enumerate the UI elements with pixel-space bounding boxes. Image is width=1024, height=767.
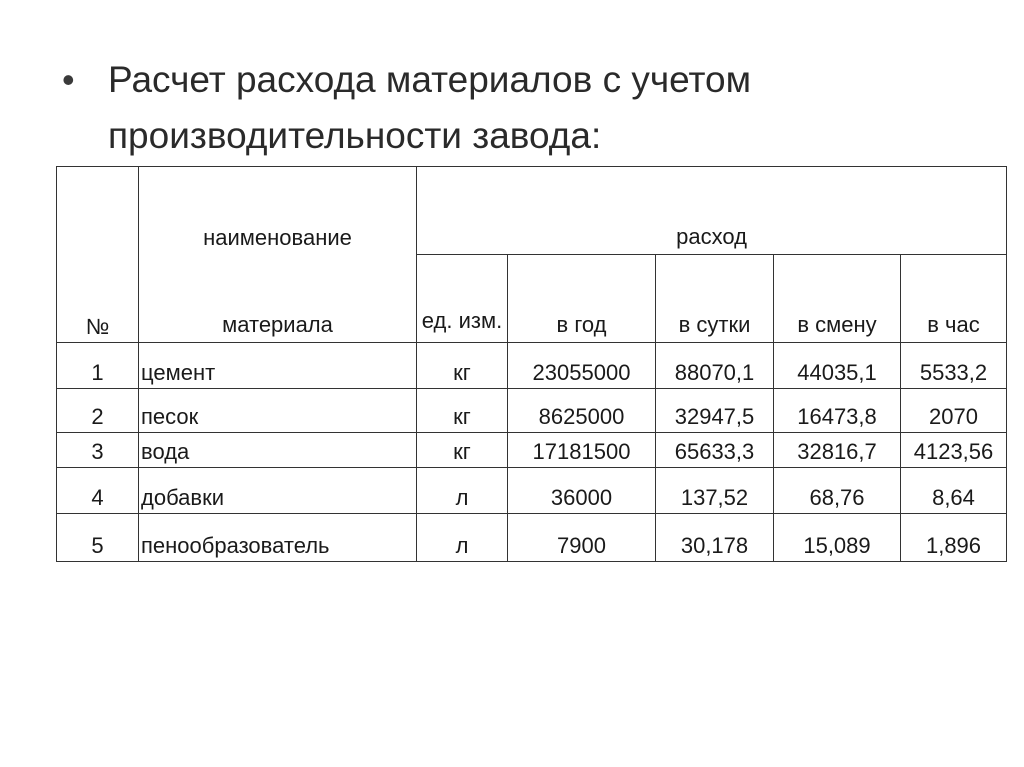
header-name (139, 167, 417, 343)
cell-per-day: 65633,3 (656, 433, 774, 468)
header-per-day: в сутки (656, 255, 774, 343)
cell-number: 4 (57, 468, 139, 514)
cell-per-hour: 2070 (901, 389, 1007, 433)
cell-per-shift: 16473,8 (774, 389, 901, 433)
title-text: Расчет расхода материалов с учетом производительности завода: (108, 59, 752, 156)
header-per-hour: в час (901, 255, 1007, 343)
cell-material: песок (139, 389, 417, 433)
table-row (57, 343, 1007, 389)
cell-per-day: 32947,5 (656, 389, 774, 433)
header-unit: ед. изм. (417, 255, 508, 343)
table-row (57, 468, 1007, 514)
cell-per-shift: 68,76 (774, 468, 901, 514)
cell-material: добавки (139, 468, 417, 514)
cell-per-shift: 15,089 (774, 514, 901, 562)
cell-unit: л (417, 514, 508, 562)
cell-unit: кг (417, 433, 508, 468)
cell-per-hour: 8,64 (901, 468, 1007, 514)
bullet-icon: • (62, 59, 75, 100)
slide-title (62, 52, 982, 164)
header-name-line1: наименование (203, 225, 352, 250)
header-per-shift: в смену (774, 255, 901, 343)
table-row (57, 389, 1007, 433)
header-row-top (57, 167, 1007, 255)
cell-per-hour: 4123,56 (901, 433, 1007, 468)
cell-material: вода (139, 433, 417, 468)
cell-number: 1 (57, 343, 139, 389)
cell-number: 3 (57, 433, 139, 468)
cell-per-year: 17181500 (508, 433, 656, 468)
cell-unit: кг (417, 343, 508, 389)
table-row (57, 514, 1007, 562)
cell-per-day: 88070,1 (656, 343, 774, 389)
cell-unit: кг (417, 389, 508, 433)
header-number: № (57, 167, 139, 343)
cell-unit: л (417, 468, 508, 514)
cell-number: 5 (57, 514, 139, 562)
header-name-line2: материала (222, 312, 333, 337)
cell-per-year: 23055000 (508, 343, 656, 389)
table-row (57, 433, 1007, 468)
cell-per-hour: 1,896 (901, 514, 1007, 562)
header-consumption: расход (417, 167, 1007, 255)
cell-per-year: 8625000 (508, 389, 656, 433)
materials-table (56, 166, 1007, 562)
cell-per-shift: 32816,7 (774, 433, 901, 468)
cell-material: пенообразователь (139, 514, 417, 562)
cell-per-shift: 44035,1 (774, 343, 901, 389)
cell-per-day: 137,52 (656, 468, 774, 514)
cell-number: 2 (57, 389, 139, 433)
cell-material: цемент (139, 343, 417, 389)
header-per-year: в год (508, 255, 656, 343)
cell-per-day: 30,178 (656, 514, 774, 562)
cell-per-year: 36000 (508, 468, 656, 514)
cell-per-year: 7900 (508, 514, 656, 562)
cell-per-hour: 5533,2 (901, 343, 1007, 389)
